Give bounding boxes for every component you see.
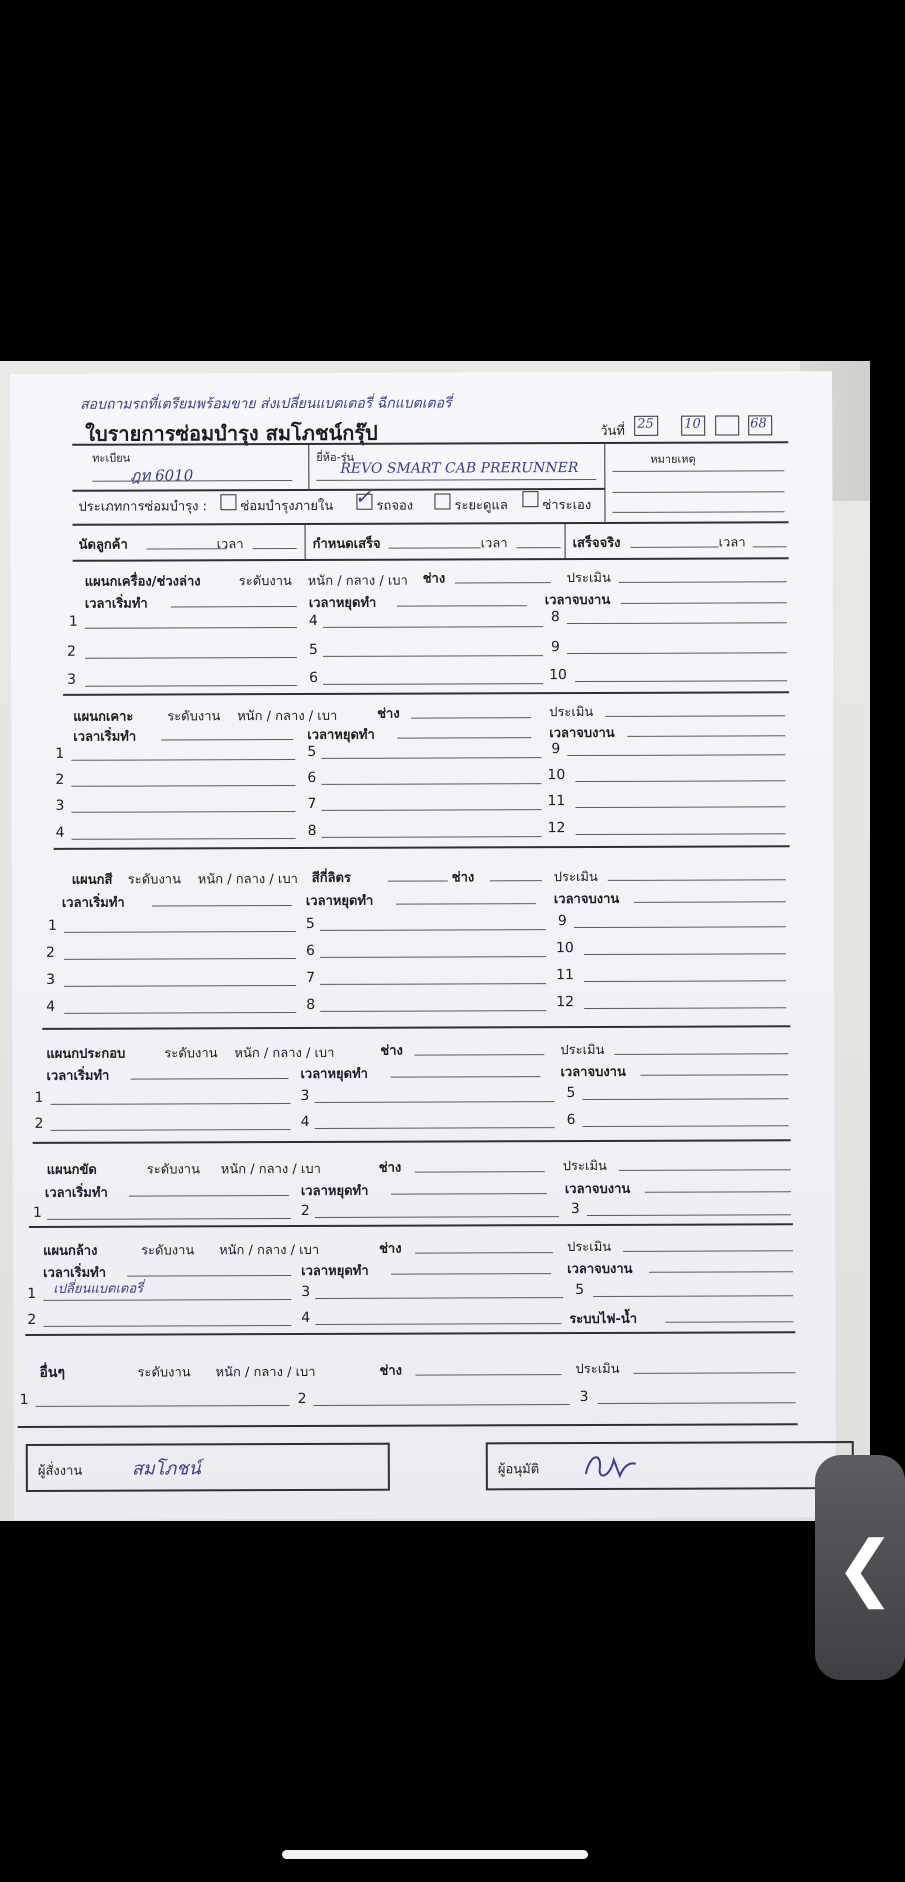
wash-utility-label: ระบบไฟ-น้ำ [569,1311,638,1328]
body-item-6: 6 [307,769,317,786]
other-assess-label: ประเมิน [575,1361,620,1378]
wash-section-title: แผนกล้าง [43,1243,98,1259]
body-end-label: เวลาจบงาน [549,725,615,742]
body-item-2: 2 [55,771,65,788]
form-title: ใบรายการซ่อมบำรุง สมโภชน์กรุ๊ป [85,420,378,446]
body-level-label: ระดับงาน [167,709,221,725]
body-assess-label: ประเมิน [549,704,594,721]
polish-tech-label: ช่าง [378,1160,402,1176]
paint-item-7: 7 [306,969,316,986]
engine-tech-label: ช่าง [422,571,446,587]
assembly-item-2: 2 [34,1115,44,1132]
checkbox-self-pay[interactable] [522,491,538,507]
assembly-hml-label: หนัก / กลาง / เบา [234,1045,335,1062]
engine-item-9: 9 [550,639,560,656]
paint-stop-label: เวลาหยุดทำ [305,893,374,909]
option-self-pay-label: ซ่าระเอง [542,497,592,514]
maintenance-type-label: ประเภทการซ่อมบำรุง : [78,499,208,515]
polish-item-3: 3 [570,1201,580,1218]
polish-item-2: 2 [300,1202,310,1219]
assembly-assess-label: ประเมิน [560,1042,605,1059]
registration-value: ฎท 6010 [130,466,194,485]
wash-tech-label: ช่าง [379,1241,402,1257]
engine-hml-label: หนัก / กลาง / เบา [307,573,408,589]
body-item-10: 10 [547,767,566,784]
home-indicator[interactable] [282,1850,588,1859]
done-time-label: เวลา [718,535,746,551]
paint-item-8: 8 [306,996,316,1013]
paint-item-3: 3 [46,971,56,988]
polish-item-1: 1 [32,1204,42,1221]
paint-item-9: 9 [557,913,567,930]
engine-item-1: 1 [68,613,78,630]
body-item-1: 1 [55,745,65,762]
checkbox-internal[interactable] [220,494,236,510]
engine-end-label: เวลาจบงาน [544,592,611,609]
wash-item-2: 2 [27,1311,37,1328]
chevron-left-icon: ❮ [835,1525,896,1609]
done-label: เสร็จจริง [572,535,621,552]
approver-signature-box[interactable] [486,1441,854,1490]
assembly-tech-label: ช่าง [380,1043,403,1059]
other-level-label: ระดับงาน [137,1365,191,1381]
assembly-item-5: 5 [566,1085,576,1102]
polish-start-label: เวลาเริ่มทำ [44,1185,108,1201]
due-time-label: เวลา [480,536,508,552]
date-label: วันที่ [600,423,625,439]
engine-item-8: 8 [550,609,560,626]
maintenance-form-paper [10,371,836,1520]
assembly-item-4: 4 [300,1113,310,1130]
polish-assess-label: ประเมิน [562,1158,607,1175]
paint-start-label: เวลาเริ่มทำ [61,895,125,911]
body-stop-label: เวลาหยุดทำ [307,727,375,743]
paint-item-10: 10 [555,940,574,957]
other-section-title: อื่นๆ [39,1364,66,1381]
engine-stop-label: เวลาหยุดทำ [308,595,377,611]
option-internal-label: ซ่อมบำรุงภายใน [240,498,334,515]
wash-item-1-value: เปลี่ยนแบตเตอรี่ [53,1281,144,1297]
engine-section-title: แผนกเครื่อง/ช่วงล่าง [84,574,201,590]
engine-item-10: 10 [549,667,567,684]
remark-label: หมายเหตุ [650,452,696,466]
engine-item-3: 3 [67,671,77,688]
body-item-7: 7 [307,795,317,812]
engine-start-label: เวลาเริ่มทำ [84,596,148,612]
assembly-item-3: 3 [300,1087,310,1104]
wash-end-label: เวลาจบงาน [567,1261,633,1278]
paint-item-11: 11 [556,967,574,984]
back-button[interactable] [815,1455,905,1680]
sender-signature-box[interactable] [26,1443,390,1492]
other-tech-label: ช่าง [379,1363,402,1379]
wash-assess-label: ประเมิน [567,1239,612,1256]
body-item-9: 9 [551,741,561,758]
other-hml-label: หนัก / กลาง / เบา [215,1364,316,1381]
handwritten-top-note: สอบถามรถที่เตรียมพร้อมขาย ส่งเปลี่ยนแบตเตอรี่ ฉีกแบตเตอรี่ [80,395,452,413]
body-item-3: 3 [55,797,65,814]
body-item-12: 12 [547,820,566,837]
paint-hml-label: หนัก / กลาง / เบา [197,871,298,888]
appointment-time-label: เวลา [216,537,244,553]
sender-label: ผู้สั่งงาน [37,1463,83,1479]
wash-level-label: ระดับงาน [141,1243,195,1259]
wash-item-5: 5 [575,1282,585,1299]
option-reserved-label: รถจอง [376,498,414,514]
paint-item-2: 2 [45,944,55,961]
body-tech-label: ช่าง [377,706,400,722]
due-label: กำหนดเสร็จ [312,536,381,552]
registration-label: ทะเบียน [92,451,131,465]
engine-item-6: 6 [309,669,319,686]
body-item-8: 8 [307,822,317,839]
polish-level-label: ระดับงาน [146,1162,201,1178]
other-item-3: 3 [579,1388,589,1406]
date-year-box: 68 [748,415,772,435]
paint-item-4: 4 [46,998,56,1015]
polish-stop-label: เวลาหยุดทำ [300,1183,369,1199]
paint-liters-label: สีกี่ลิตร [311,870,351,886]
polish-hml-label: หนัก / กลาง / เบา [220,1161,321,1178]
sender-signature: สมโภชน์ [131,1458,201,1480]
paint-item-5: 5 [305,915,315,932]
assembly-end-label: เวลาจบงาน [560,1064,626,1081]
body-item-5: 5 [307,743,317,760]
approver-label: ผู้อนุมัติ [497,1462,540,1478]
engine-item-2: 2 [66,643,76,660]
body-item-11: 11 [547,793,566,810]
paint-item-1: 1 [47,917,57,934]
polish-end-label: เวลาจบงาน [564,1181,631,1198]
body-start-label: เวลาเริ่มทำ [73,729,137,745]
body-item-4: 4 [55,824,65,841]
assembly-start-label: เวลาเริ่มทำ [46,1068,110,1084]
engine-level-label: ระดับงาน [238,574,292,590]
checkbox-care-period[interactable] [434,493,450,509]
polish-section-title: แผนกขัด [46,1162,97,1178]
body-hml-label: หนัก / กลาง / เบา [237,708,338,725]
body-section-title: แผนกเคาะ [73,709,134,725]
paint-section-title: แผนกสี [71,872,113,888]
paint-end-label: เวลาจบงาน [553,891,620,908]
assembly-section-title: แผนกประกอบ [46,1046,126,1062]
assembly-item-1: 1 [34,1089,44,1106]
brand-model-value: REVO SMART CAB PRERUNNER [340,460,579,477]
engine-item-5: 5 [308,641,318,658]
other-item-2: 2 [297,1390,307,1408]
date-month-box: 10 [681,416,705,436]
brand-model-label: ยี่ห้อ-รุ่น [316,450,355,464]
assembly-stop-label: เวลาหยุดทำ [300,1066,368,1082]
paint-tech-label: ช่าง [451,870,475,886]
approver-signature-scribble [580,1448,640,1484]
paint-item-6: 6 [305,942,315,959]
paint-item-12: 12 [556,994,575,1011]
paint-assess-label: ประเมิน [553,869,598,886]
date-box-3 [715,415,739,435]
wash-start-label: เวลาเริ่มทำ [43,1265,107,1281]
assembly-item-6: 6 [566,1112,576,1129]
reserved-check-mark: ✓ [354,484,372,509]
wash-item-4: 4 [301,1309,311,1326]
option-care-period-label: ระยะดูแล [454,498,508,514]
wash-item-1: 1 [27,1285,37,1302]
engine-item-4: 4 [308,612,318,629]
wash-stop-label: เวลาหยุดทำ [301,1263,369,1279]
date-day-box: 25 [634,416,658,436]
assembly-level-label: ระดับงาน [164,1046,218,1062]
other-item-1: 1 [19,1391,29,1408]
engine-assess-label: ประเมิน [566,570,611,587]
wash-item-3: 3 [301,1283,311,1300]
appointment-label: นัดลูกค้า [78,537,128,553]
paint-level-label: ระดับงาน [127,872,181,888]
wash-hml-label: หนัก / กลาง / เบา [219,1242,320,1259]
